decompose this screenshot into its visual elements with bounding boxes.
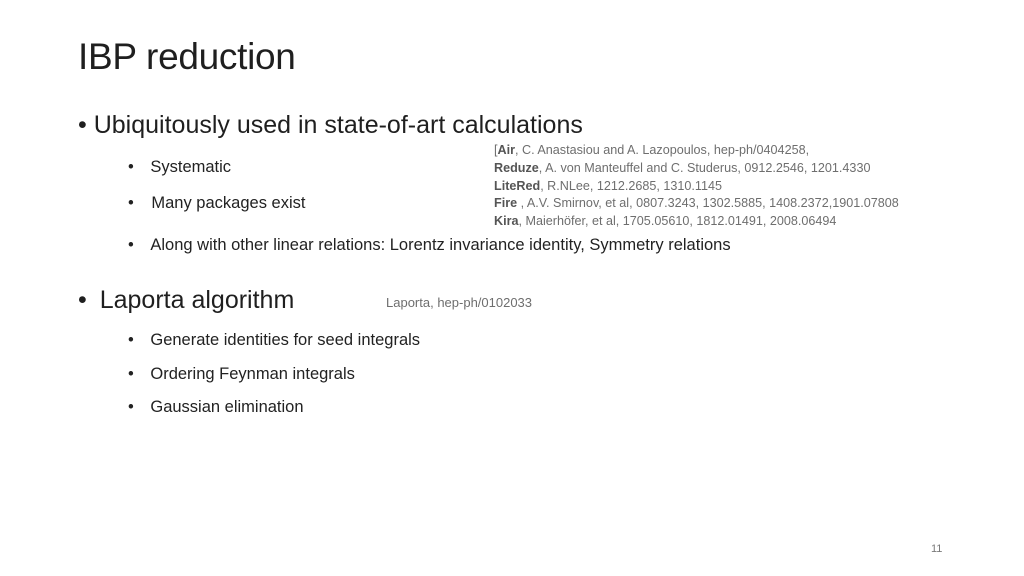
bullet-text: Along with other linear relations: Lorentz invariance identity, Symmetry relations [150, 236, 731, 254]
bullet-text: Systematic [150, 158, 232, 176]
package-name: Kira [494, 214, 519, 229]
bullet-dot: • [78, 111, 87, 139]
package-name: Fire [494, 196, 518, 211]
package-name: Reduze [494, 160, 539, 175]
reference-item: [Air, C. Anastasiou and A. Lazopoulos, hep-ph/0404258, [494, 143, 810, 157]
package-name: Air [497, 143, 515, 157]
laporta-reference: Laporta, hep-ph/0102033 [386, 295, 533, 310]
bullet-level2 [128, 194, 305, 213]
section2-heading: Laporta algorithm [99, 286, 295, 314]
slide-title: IBP reduction [78, 36, 296, 77]
bullet-text: Many packages exist [151, 194, 306, 212]
bullet-dot: • [128, 236, 134, 254]
bullet-text: Generate identities for seed integrals [150, 331, 421, 349]
bullet-level1 [78, 111, 583, 140]
bullet-level2 [128, 236, 731, 255]
bullet-dot: • [128, 158, 134, 176]
section1-heading: Ubiquitously used in state-of-art calculations [93, 111, 583, 139]
page-number: 11 [931, 543, 943, 555]
reference-item: Fire , A.V. Smirnov, et al, 0807.3243, 1302.5885, 1408.2372,1901.07808 [494, 196, 899, 211]
bullet-level1 [78, 286, 294, 315]
package-name: LiteRed [494, 178, 541, 193]
bullet-dot: • [128, 194, 134, 212]
reference-list [494, 142, 899, 231]
bullet-dot: • [128, 331, 134, 349]
reference-item: Reduze, A. von Manteuffel and C. Studerus, 0912.2546, 1201.4330 [494, 160, 871, 175]
bullet-text: Gaussian elimination [150, 398, 304, 416]
bullet-dot: • [128, 365, 134, 383]
bullet-text: Ordering Feynman integrals [150, 365, 355, 383]
reference-item: Kira, Maierhöfer, et al, 1705.05610, 1812.01491, 2008.06494 [494, 214, 837, 229]
reference-item: LiteRed, R.NLee, 1212.2685, 1310.1145 [494, 178, 723, 193]
bullet-level2 [128, 331, 420, 350]
bullet-level2 [128, 398, 304, 417]
bullet-dot: • [128, 398, 134, 416]
bullet-dot: • [78, 286, 87, 314]
bullet-level2 [128, 365, 355, 384]
bullet-level2 [128, 158, 231, 177]
